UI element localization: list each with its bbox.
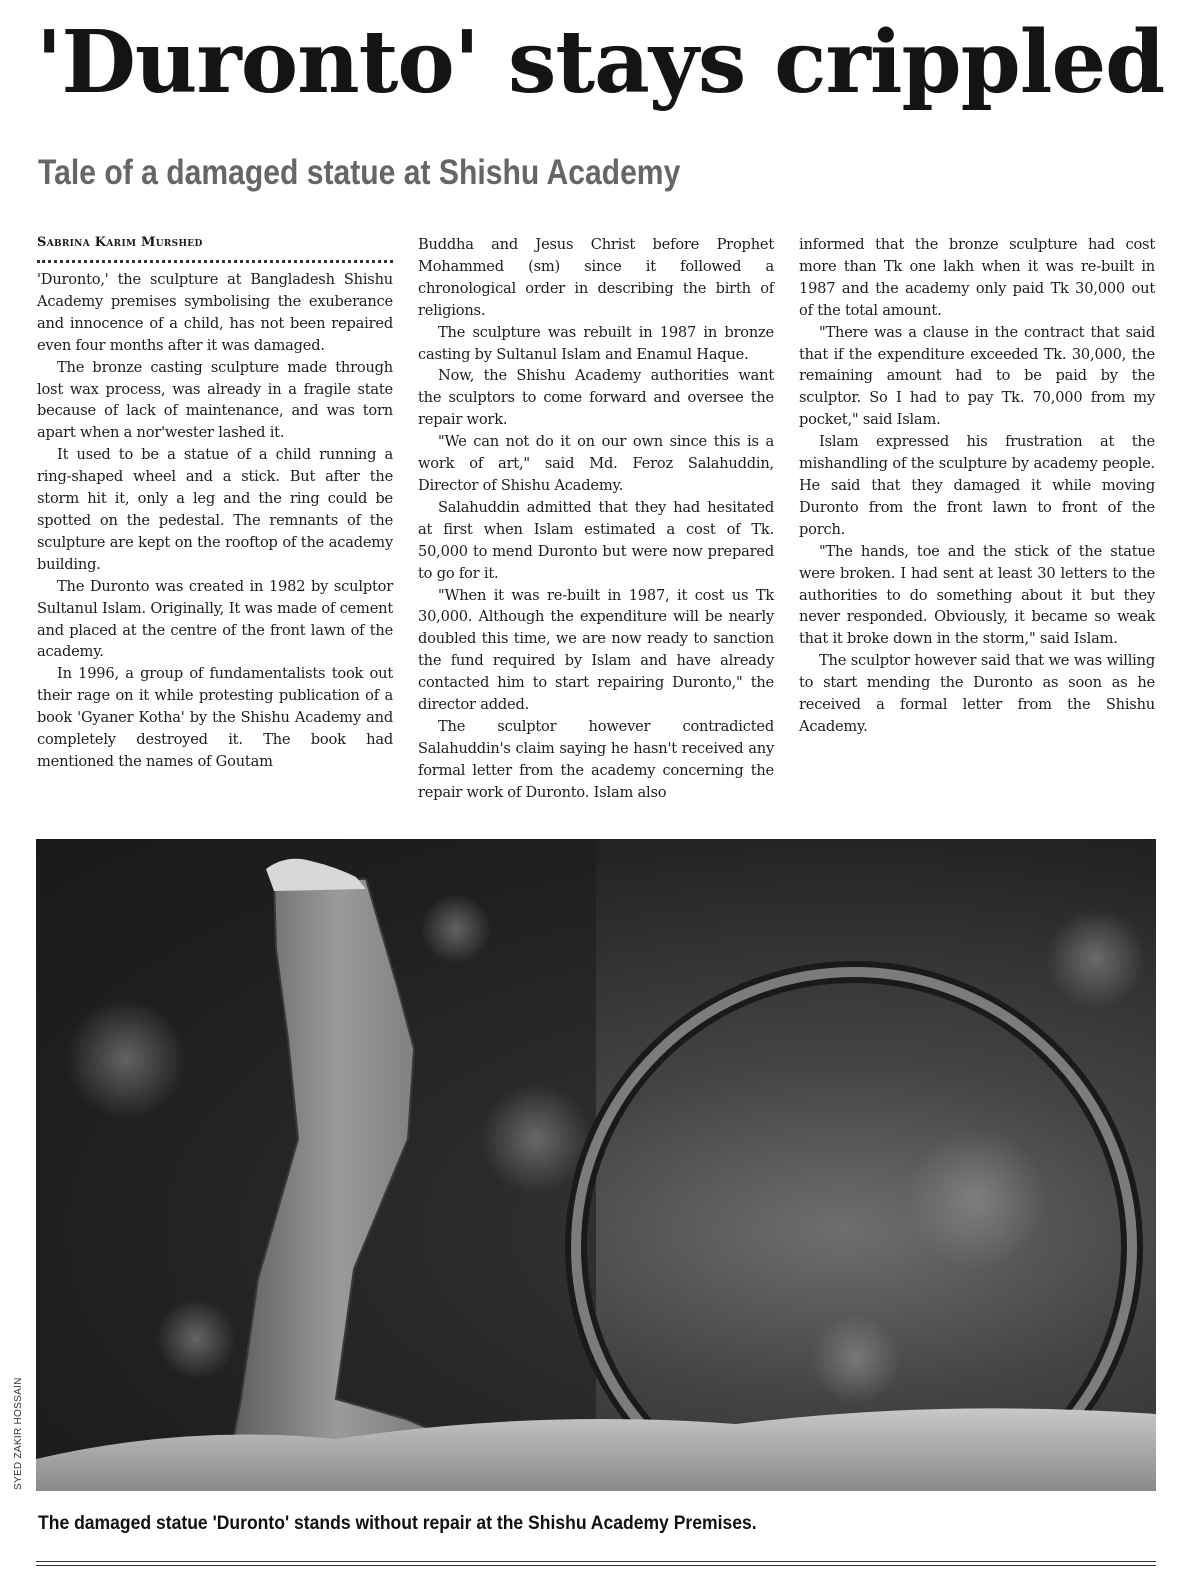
bottom-rule — [36, 1561, 1156, 1562]
paragraph: Salahuddin admitted that they had hesitated at first when Islam estimated a cost of Tk. 50,000 to mend Duronto but were now prepared to go for it. — [418, 498, 774, 582]
paragraph: The sculptor however said that we was willing to start mending the Duronto as soon as he received a formal letter from the Shishu Academy. — [799, 652, 1155, 735]
paragraph: Islam expressed his frustration at the mishandling of the sculpture by academy people. He said that they damaged it while moving Duronto from the front lawn to front of the porch. — [799, 433, 1155, 538]
paragraph: informed that the bronze sculpture had cost more than Tk one lakh when it was re-built in 1987 and the academy only paid Tk 30,000 out of the total amount. — [799, 236, 1155, 319]
byline-divider — [37, 260, 393, 263]
paragraph: Buddha and Jesus Christ before Prophet Mohammed (sm) since it followed a chronological order in describing the birth of religions. — [418, 236, 774, 319]
paragraph: The bronze casting sculpture made through lost wax process, was already in a fragile state because of lack of maintenance, and was torn apart when a nor'wester lashed it. — [37, 358, 393, 442]
paragraph: The Duronto was created in 1982 by sculptor Sultanul Islam. Originally, It was made of cement and placed at the centre of the front lawn of the academy. — [37, 577, 393, 661]
paragraph: "There was a clause in the contract that said that if the expenditure exceeded Tk. 30,000, the remaining amount had to be paid by the sculptor. So I had to pay Tk. 70,000 from my pocket," said Islam. — [799, 323, 1155, 429]
paragraph: It used to be a statue of a child running a ring-shaped wheel and a stick. But after the storm hit it, only a leg and the ring could be spotted on the pedestal. The remnants of the sculpture are kept on the rooftop of the academy building. — [37, 446, 393, 573]
headline: 'Duronto' stays crippled — [36, 12, 1165, 113]
article-column-2 — [418, 234, 774, 804]
article-column-1 — [37, 234, 393, 773]
paragraph: 'Duronto,' the sculpture at Bangladesh Shishu Academy premises symbolising the exuberance and innocence of a child, has not been repaired even four months after it was damaged. — [37, 271, 393, 354]
paragraph: Now, the Shishu Academy authorities want the sculptors to come forward and oversee the repair work. — [418, 367, 774, 429]
subheadline: Tale of a damaged statue at Shishu Academy — [38, 153, 681, 192]
paragraph: The sculptor however contradicted Salahuddin's claim saying he hasn't received any formal letter from the academy concerning the repair work of Duronto. Islam also — [418, 717, 774, 801]
paragraph: "When it was re-built in 1987, it cost us Tk 30,000. Although the expenditure will be nearly doubled this time, we are now ready to sanction the fund required by Islam and have already contacted him to start repairing Duronto," the director added. — [418, 586, 774, 714]
statue-photo-illustration — [36, 839, 1156, 1491]
byline: Sabrina Karim Murshed — [37, 235, 203, 250]
statue-photo — [36, 839, 1156, 1491]
photo-credit: SYED ZAKIR HOSSAIN — [13, 1377, 24, 1490]
paragraph: "The hands, toe and the stick of the statue were broken. I had sent at least 30 letters to the authorities to do something about it but they never responded. Obviously, it became so weak that it broke down in the storm," said Islam. — [799, 542, 1155, 648]
paragraph: In 1996, a group of fundamentalists took out their rage on it while protesting publication of a book 'Gyaner Kotha' by the Shishu Academy and completely destroyed it. The book had mentioned the names of Goutam — [37, 665, 393, 770]
paragraph: The sculpture was rebuilt in 1987 in bronze casting by Sultanul Islam and Enamul Haque. — [418, 323, 774, 363]
article-column-3 — [799, 234, 1155, 738]
paragraph: "We can not do it on our own since this is a work of art," said Md. Feroz Salahuddin, Director of Shishu Academy. — [418, 433, 774, 494]
photo-caption: The damaged statue 'Duronto' stands without repair at the Shishu Academy Premises. — [38, 1512, 757, 1534]
bottom-rule — [36, 1565, 1156, 1566]
